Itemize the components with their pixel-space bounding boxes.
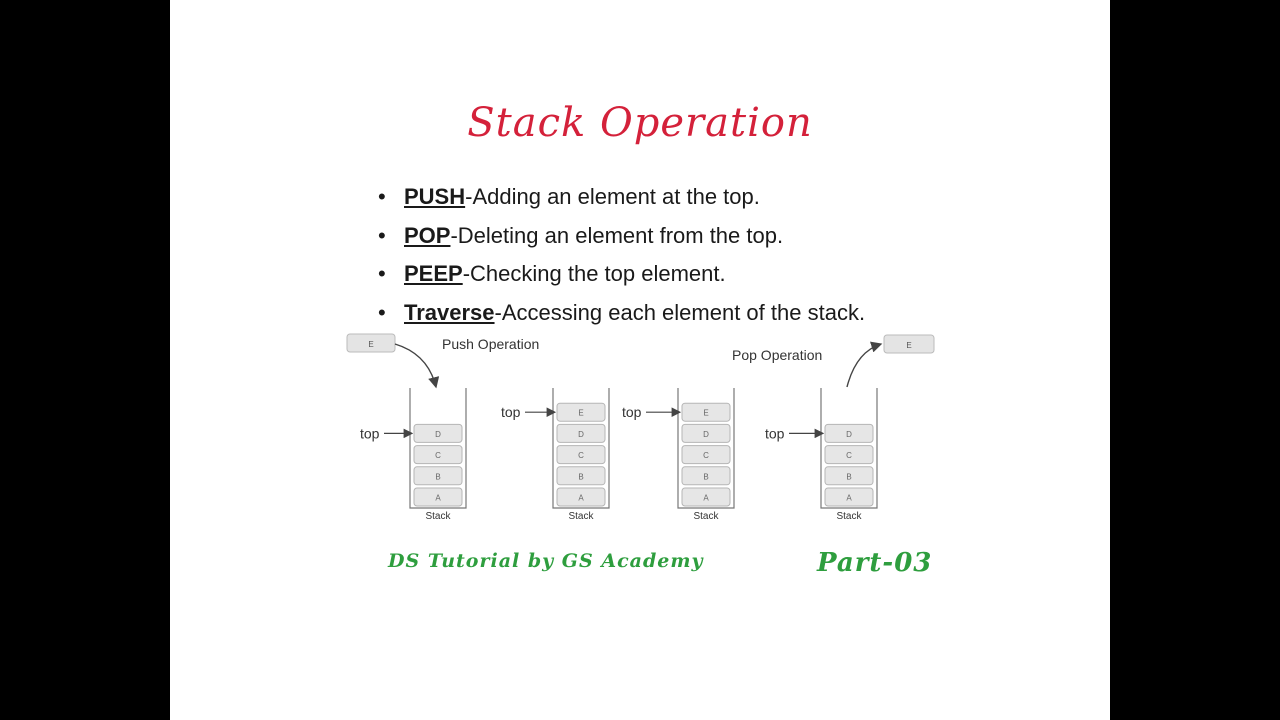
stack-box-label: A [435,493,441,503]
stack-box-label: D [435,429,441,439]
stack-box-label: A [846,493,852,503]
footer-credit: DS Tutorial by GS Academy [388,550,704,572]
stack-box-label: E [578,408,584,418]
stack-caption: Stack [693,511,719,522]
stack-box-label: D [846,429,852,439]
push-element [347,334,395,352]
stack-3 [622,388,734,522]
operation-term: POP [404,222,451,248]
push-arrow-icon [395,344,436,387]
operation-term: PUSH [404,184,466,209]
operation-item-peep [378,255,865,294]
stack-box-label: E [703,408,709,418]
stack-box-label: C [578,451,584,461]
stack-2 [501,388,609,522]
stack-box-label: B [846,472,852,482]
pop-element-label: E [906,341,912,350]
stack-box-label: A [578,493,584,503]
pop-operation-label: Pop Operation [732,347,823,363]
stack-box-label: B [703,472,709,482]
operation-desc: -Accessing each element of the stack. [494,299,866,325]
operation-item-pop [378,217,865,256]
top-pointer-label: top [765,425,785,442]
bullet-icon: • [378,299,386,325]
operation-desc: -Deleting an element from the top. [450,222,784,248]
stack-box-label: B [435,472,441,482]
stack-box-label: D [703,429,709,439]
stack-box-label: C [846,451,852,461]
slide-title: Stack Operation [467,100,813,146]
bullet-icon: • [378,222,386,248]
pop-arrow-icon [847,344,881,387]
footer-part: Part-03 [817,548,933,578]
stack-caption: Stack [425,511,451,522]
bullet-icon: • [378,184,386,209]
stack-1 [360,388,466,522]
slide [170,0,1110,720]
operation-term: Traverse [404,299,495,325]
operation-item-push [378,178,865,217]
top-pointer-label: top [622,404,642,421]
stack-box-label: B [578,472,584,482]
push-element-label: E [368,340,374,349]
operation-desc: -Checking the top element. [462,261,726,286]
push-operation-label: Push Operation [442,336,540,352]
top-pointer-label: top [501,404,521,421]
stack-box-label: A [703,493,709,503]
operation-desc: -Adding an element at the top. [465,184,760,209]
pop-element [884,335,934,353]
top-pointer-label: top [360,425,380,442]
bullet-icon: • [378,261,386,286]
stack-caption: Stack [836,511,862,522]
stacks [360,388,877,522]
stack-box-label: C [435,451,441,461]
stack-box-label: D [578,429,584,439]
stack-4 [765,388,877,522]
stack-caption: Stack [568,511,594,522]
operation-term: PEEP [404,261,463,286]
operations-list [378,178,865,332]
stack-box-label: C [703,451,709,461]
stack-diagram [170,320,1110,535]
